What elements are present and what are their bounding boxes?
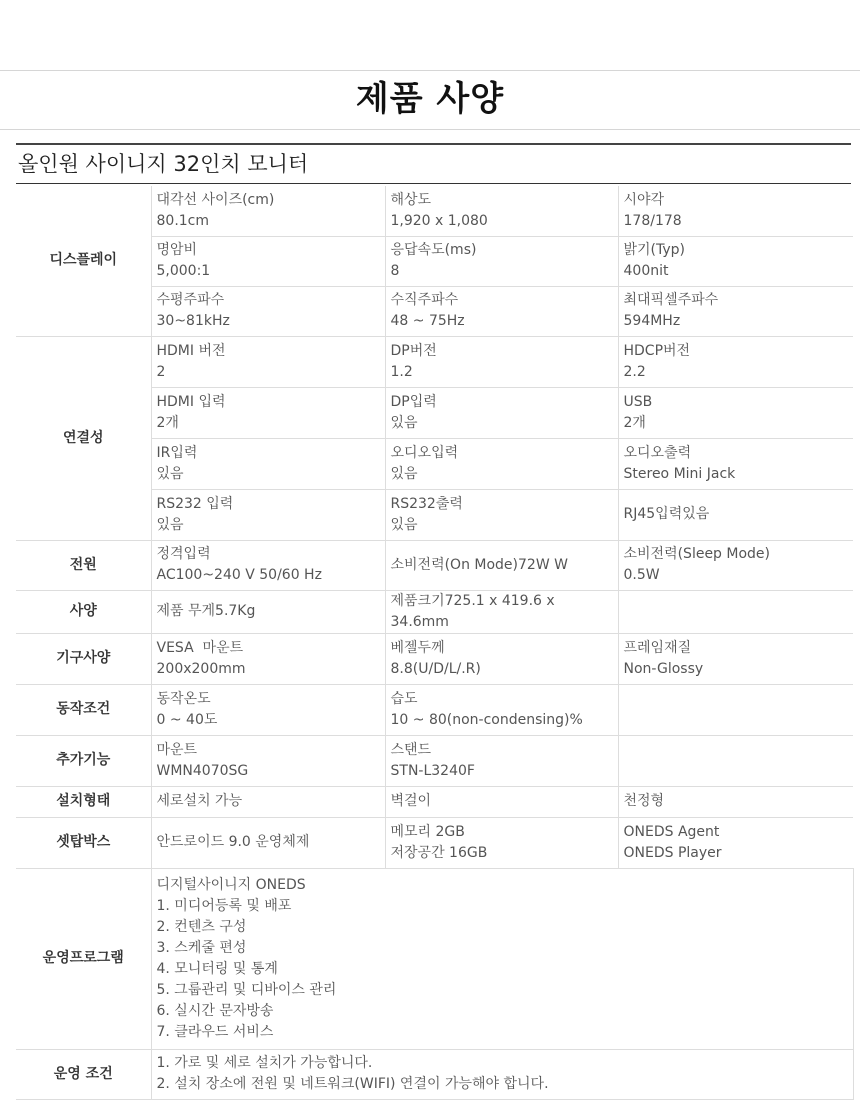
spec-cell bbox=[618, 540, 853, 590]
spec-table bbox=[16, 186, 854, 1100]
program-line: 3. 스케줄 편성 bbox=[156, 939, 247, 956]
spec-value: 200x200mm bbox=[156, 660, 246, 677]
spec-value: 있음 bbox=[390, 516, 418, 533]
spec-cell bbox=[385, 438, 618, 489]
spec-value: 48 ~ 75Hz bbox=[390, 313, 465, 329]
title-divider bbox=[0, 129, 860, 130]
spec-label: HDMI 버전 bbox=[156, 342, 226, 359]
spec-cell bbox=[151, 336, 385, 387]
spec-label: USB bbox=[623, 393, 653, 410]
condition-line: 1. 가로 및 세로 설치가 가능합니다. bbox=[156, 1055, 373, 1071]
spec-value: WMN4070SG bbox=[156, 762, 249, 779]
table-row bbox=[16, 336, 853, 387]
spec-value: 80.1cm bbox=[156, 212, 210, 229]
spec-label: 마운트 bbox=[156, 741, 198, 758]
spec-cell bbox=[151, 590, 385, 633]
spec-label: 수평주파수 bbox=[156, 292, 225, 308]
spec-label: HDCP버전 bbox=[623, 342, 691, 359]
product-section-title: 올인원 사이니지 32인치 모니터 bbox=[16, 143, 851, 184]
spec-cell bbox=[151, 387, 385, 438]
category-operating: 동작조건 bbox=[16, 684, 151, 735]
category-program: 운영프로그램 bbox=[16, 868, 151, 1049]
spec-cell bbox=[385, 633, 618, 684]
spec-value: Non-Glossy bbox=[623, 660, 704, 677]
spec-value: 세로설치 가능 bbox=[156, 793, 243, 809]
category-spec: 사양 bbox=[16, 590, 151, 633]
spec-value: 소비전력(On Mode)72W W bbox=[390, 556, 568, 573]
table-row bbox=[16, 817, 853, 868]
spec-cell bbox=[151, 186, 385, 236]
spec-value: STN-L3240F bbox=[390, 762, 475, 779]
program-line: 1. 미디어등록 및 배포 bbox=[156, 897, 292, 914]
program-line: 6. 실시간 문자방송 bbox=[156, 1002, 274, 1019]
program-cell bbox=[151, 868, 853, 1049]
spec-value: 벽걸이 bbox=[390, 793, 432, 809]
table-row bbox=[16, 633, 853, 684]
spec-cell bbox=[151, 489, 385, 540]
spec-cell bbox=[385, 186, 618, 236]
spec-value: ONEDS Player bbox=[623, 844, 722, 861]
spec-value: ONEDS Agent bbox=[623, 823, 720, 840]
spec-value: 있음 bbox=[390, 465, 418, 482]
spec-value: 10 ~ 80(non-condensing)% bbox=[390, 711, 583, 728]
spec-label: RS232 입력 bbox=[156, 495, 234, 512]
spec-value: 1,920 x 1,080 bbox=[390, 212, 488, 229]
category-settop: 셋탑박스 bbox=[16, 817, 151, 868]
spec-label: 대각선 사이즈(cm) bbox=[156, 191, 275, 208]
spec-value: 있음 bbox=[156, 516, 184, 533]
spec-label: DP입력 bbox=[390, 393, 437, 410]
spec-value: 8 bbox=[390, 263, 400, 279]
top-divider bbox=[0, 70, 860, 71]
spec-cell bbox=[151, 633, 385, 684]
spec-cell bbox=[151, 735, 385, 786]
spec-value: 저장공간 16GB bbox=[390, 844, 488, 861]
table-row bbox=[16, 540, 853, 590]
spec-cell bbox=[385, 286, 618, 336]
spec-cell bbox=[385, 489, 618, 540]
spec-cell bbox=[385, 786, 618, 817]
spec-label: 시야각 bbox=[623, 191, 665, 208]
spec-label: 응답속도(ms) bbox=[390, 242, 477, 258]
spec-label: 최대픽셀주파수 bbox=[623, 292, 719, 308]
spec-label: 스탠드 bbox=[390, 741, 432, 758]
spec-label: 오디오입력 bbox=[390, 444, 459, 461]
spec-label: 해상도 bbox=[390, 191, 432, 208]
table-row bbox=[16, 868, 853, 1049]
spec-label: VESA 마운트 bbox=[156, 639, 244, 656]
spec-value: 2 bbox=[156, 363, 166, 380]
conditions-cell bbox=[151, 1049, 853, 1099]
category-power: 전원 bbox=[16, 540, 151, 590]
condition-line: 2. 설치 장소에 전원 및 네트워크(WIFI) 연결이 가능해야 합니다. bbox=[156, 1076, 549, 1092]
category-display: 디스플레이 bbox=[16, 186, 151, 336]
spec-cell bbox=[618, 387, 853, 438]
spec-value: 제품 무게5.7Kg bbox=[156, 603, 256, 619]
spec-label: HDMI 입력 bbox=[156, 393, 226, 410]
spec-value: 0 ~ 40도 bbox=[156, 711, 218, 728]
spec-value: 594MHz bbox=[623, 313, 681, 329]
spec-value: 30~81kHz bbox=[156, 313, 230, 329]
spec-label: 소비전력(Sleep Mode) bbox=[623, 546, 771, 562]
spec-value: 2.2 bbox=[623, 363, 646, 380]
spec-value: 천정형 bbox=[623, 793, 665, 809]
spec-value: 5,000:1 bbox=[156, 263, 211, 279]
spec-label: 밝기(Typ) bbox=[623, 242, 686, 258]
spec-cell bbox=[385, 735, 618, 786]
spec-cell bbox=[618, 286, 853, 336]
page-title: 제품 사양 bbox=[355, 79, 505, 119]
category-mechanical: 기구사양 bbox=[16, 633, 151, 684]
spec-cell bbox=[385, 540, 618, 590]
spec-label: 베젤두께 bbox=[390, 639, 445, 656]
spec-label: 동작온도 bbox=[156, 690, 211, 707]
program-line: 5. 그룹관리 및 디바이스 관리 bbox=[156, 981, 337, 998]
spec-cell bbox=[618, 186, 853, 236]
spec-cell bbox=[385, 336, 618, 387]
spec-value: 메모리 2GB bbox=[390, 823, 465, 840]
spec-value: AC100~240 V 50/60 Hz bbox=[156, 567, 322, 583]
spec-label: 정격입력 bbox=[156, 546, 211, 562]
spec-cell bbox=[618, 236, 853, 286]
spec-cell bbox=[618, 590, 853, 633]
spec-cell bbox=[618, 489, 853, 540]
table-row bbox=[16, 186, 853, 236]
spec-label: IR입력 bbox=[156, 444, 198, 461]
program-line: 디지털사이니지 ONEDS bbox=[156, 876, 306, 893]
spec-value: 2개 bbox=[156, 414, 179, 431]
spec-value: 1.2 bbox=[390, 363, 413, 380]
spec-value: 0.5W bbox=[623, 567, 660, 583]
spec-cell bbox=[151, 236, 385, 286]
spec-cell bbox=[385, 236, 618, 286]
spec-label: DP버전 bbox=[390, 342, 437, 359]
spec-cell bbox=[618, 684, 853, 735]
spec-cell bbox=[151, 684, 385, 735]
spec-label: 습도 bbox=[390, 690, 418, 707]
spec-cell bbox=[151, 438, 385, 489]
spec-cell bbox=[618, 817, 853, 868]
spec-cell bbox=[618, 336, 853, 387]
category-install: 설치형태 bbox=[16, 786, 151, 817]
spec-value: 제품크기725.1 x 419.6 x 34.6mm bbox=[390, 592, 555, 630]
category-extra: 추가기능 bbox=[16, 735, 151, 786]
spec-value: 있음 bbox=[156, 465, 184, 482]
spec-value: 안드로이드 9.0 운영체제 bbox=[156, 834, 310, 850]
spec-cell bbox=[385, 590, 618, 633]
spec-cell bbox=[385, 817, 618, 868]
category-connectivity: 연결성 bbox=[16, 336, 151, 540]
spec-label: 명암비 bbox=[156, 242, 198, 258]
spec-value: 400nit bbox=[623, 263, 669, 279]
spec-cell bbox=[618, 633, 853, 684]
spec-value: 8.8(U/D/L/.R) bbox=[390, 660, 481, 677]
spec-label: 오디오출력 bbox=[623, 444, 692, 461]
spec-cell bbox=[151, 786, 385, 817]
spec-value: 2개 bbox=[623, 414, 646, 431]
spec-cell bbox=[151, 817, 385, 868]
spec-cell bbox=[385, 684, 618, 735]
table-row bbox=[16, 684, 853, 735]
spec-cell bbox=[618, 786, 853, 817]
table-row bbox=[16, 1049, 853, 1099]
spec-label: 수직주파수 bbox=[390, 292, 459, 308]
table-row bbox=[16, 590, 853, 633]
program-line: 4. 모니터링 및 통계 bbox=[156, 960, 278, 977]
spec-label: RS232출력 bbox=[390, 495, 463, 512]
spec-value: Stereo Mini Jack bbox=[623, 465, 736, 482]
spec-cell bbox=[385, 387, 618, 438]
spec-cell bbox=[618, 438, 853, 489]
table-row bbox=[16, 786, 853, 817]
spec-value: 있음 bbox=[390, 414, 418, 431]
spec-label: 프레임재질 bbox=[623, 639, 692, 656]
program-line: 2. 컨텐츠 구성 bbox=[156, 918, 247, 935]
table-row bbox=[16, 735, 853, 786]
spec-cell bbox=[151, 540, 385, 590]
spec-value: 178/178 bbox=[623, 212, 682, 229]
program-line: 7. 클라우드 서비스 bbox=[156, 1023, 274, 1040]
spec-value: RJ45입력있음 bbox=[623, 506, 710, 522]
category-conditions: 운영 조건 bbox=[16, 1049, 151, 1099]
spec-cell bbox=[151, 286, 385, 336]
spec-cell bbox=[618, 735, 853, 786]
